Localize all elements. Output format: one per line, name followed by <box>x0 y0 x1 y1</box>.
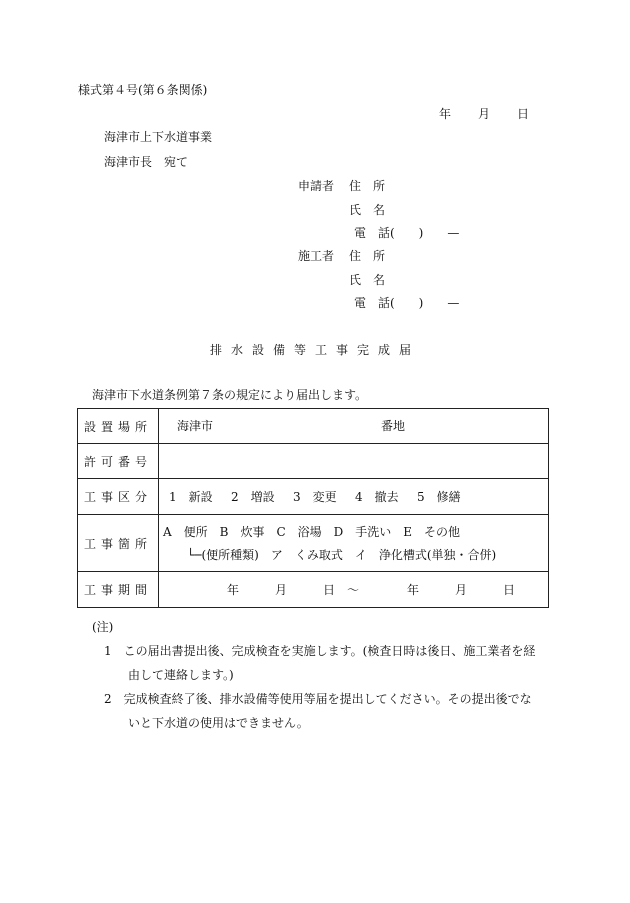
location-city: 海津市 <box>177 419 214 433</box>
notes-section <box>92 615 542 735</box>
category-option-new: 1 新設 <box>169 490 213 504</box>
applicant-role: 申請者 <box>298 179 335 193</box>
points-label: 工事箇所 <box>78 515 159 572</box>
applicant-address-label: 住 所 <box>349 179 386 193</box>
category-label: 工事区分 <box>78 479 159 515</box>
contractor-name-label: 氏 名 <box>349 273 386 287</box>
location-value <box>159 409 549 444</box>
date-month: 月 <box>478 107 491 121</box>
location-banchi: 番地 <box>381 419 406 433</box>
permit-label: 許可番号 <box>78 444 159 479</box>
date-day: 日 <box>517 107 530 121</box>
permit-value <box>159 444 549 479</box>
contractor-role: 施工者 <box>298 249 335 263</box>
category-option-change: 3 変更 <box>293 490 337 504</box>
addressee-mayor: 海津市長 宛て <box>104 155 189 169</box>
location-label: 設置場所 <box>78 409 159 444</box>
applicant-phone-label: 電 話( ) — <box>354 226 460 240</box>
period-end: 年 月 日 <box>407 583 516 597</box>
table-row-points <box>78 515 549 572</box>
table-row-period <box>78 572 549 608</box>
form-number: 様式第４号(第６条関係) <box>78 83 208 97</box>
period-value <box>159 572 549 608</box>
addressee-org: 海津市上下水道事業 <box>104 130 213 144</box>
category-option-repair: 5 修繕 <box>417 490 461 504</box>
notes-heading: (注) <box>92 620 114 634</box>
table-row-category <box>78 479 549 515</box>
note-item: 2 完成検査終了後、排水設備等使用等届を提出してください。その提出後でないと下水道の使用はできません。 <box>104 692 532 730</box>
category-option-removal: 4 撤去 <box>355 490 399 504</box>
contractor-phone-label: 電 話( ) — <box>354 296 460 310</box>
table-row-permit <box>78 444 549 479</box>
table-row-location <box>78 409 549 444</box>
contractor-address-label: 住 所 <box>349 249 386 263</box>
period-label: 工事期間 <box>78 572 159 608</box>
completion-form-table <box>77 408 549 608</box>
points-line-facilities: A 便所 B 炊事 C 浴場 D 手洗い E その他 <box>163 525 461 539</box>
category-option-extension: 2 増設 <box>231 490 275 504</box>
category-options <box>159 479 549 515</box>
applicant-name-label: 氏 名 <box>349 203 386 217</box>
points-value <box>159 515 549 572</box>
note-item: 1 この届出書提出後、完成検査を実施します。(検査日時は後日、施工業者を経由して連絡します。) <box>104 644 536 682</box>
date-year: 年 <box>439 107 452 121</box>
period-start: 年 月 日 〜 <box>227 583 360 597</box>
points-line-toilet-type: └─(便所種類) ア くみ取式 イ 浄化槽式(単独・合併) <box>187 548 497 562</box>
intro-text: 海津市下水道条例第７条の規定により届出します。 <box>92 388 368 402</box>
document-title: 排水設備等工事完成届 <box>209 343 420 357</box>
